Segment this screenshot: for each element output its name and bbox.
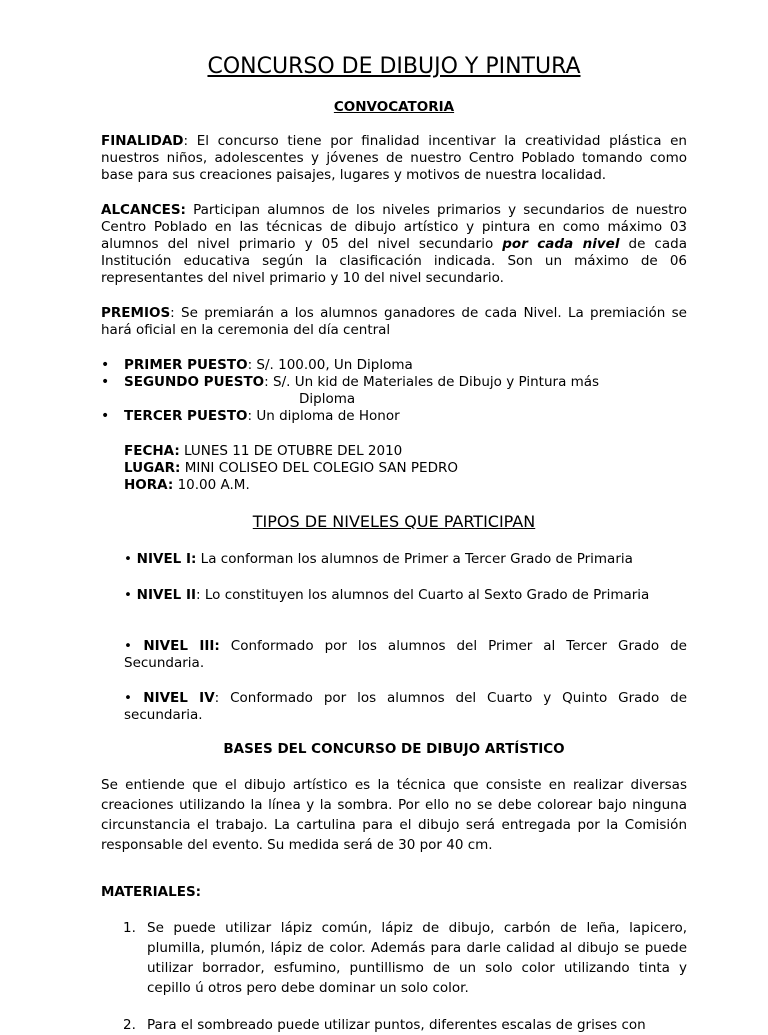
prize-text: : Un diploma de Honor	[247, 408, 400, 424]
prize-list	[101, 357, 687, 425]
bullet: •	[124, 690, 132, 706]
prize-label: PRIMER PUESTO	[124, 357, 248, 373]
alcances-text-2: de cada Institución educativa según la clasificación indicada. Son un máximo de 06 representantes del nivel primario y 10 del nivel secundario.	[101, 236, 687, 286]
prize-extra: Diploma	[299, 391, 356, 407]
bases-paragraph: Se entiende que el dibujo artístico es la técnica que consiste en realizar diversas creaciones utilizando la línea y la sombra. Por ello no se debe colorear bajo ninguna circunstancia el trabajo. La cartulina para el dibujo será entregada por la Comisión responsable del evento. Su medida será de 30 por 40 cm.	[101, 777, 687, 853]
alcances-emphasis: por cada nivel	[502, 236, 620, 252]
materiales-item	[101, 918, 687, 998]
materiales-item	[101, 1015, 687, 1035]
nivel-item	[124, 638, 687, 672]
nivel-text: La conforman los alumnos de Primer a Tercer Grado de Primaria	[196, 551, 633, 567]
nivel-label: NIVEL III:	[131, 638, 220, 654]
time-label: HORA:	[124, 477, 174, 493]
bases-heading: BASES DEL CONCURSO DE DIBUJO ARTÍSTICO	[223, 741, 565, 757]
item-number: 2.	[123, 1017, 136, 1033]
event-time	[124, 477, 458, 494]
nivel-item	[124, 551, 687, 568]
alcances-text-1: Participan alumnos de los niveles primarios y secundarios de nuestro Centro Poblado en las técnicas de dibujo artístico y pintura en como máximo 03 alumnos del nivel primario y 05 del nivel secundario	[101, 202, 687, 252]
prize-label: SEGUNDO PUESTO	[124, 374, 265, 390]
event-place	[124, 460, 458, 477]
niveles-heading: TIPOS DE NIVELES QUE PARTICIPAN	[252, 512, 536, 531]
nivel-label: NIVEL II	[131, 587, 197, 603]
nivel-label: NIVEL I:	[131, 551, 197, 567]
nivel-item	[124, 587, 687, 604]
nivel-text: Conformado por los alumnos del Primer al Tercer Grado de Secundaria.	[124, 638, 687, 671]
materiales-heading: MATERIALES:	[101, 884, 202, 900]
prize-item-first	[101, 357, 687, 374]
place-label: LUGAR:	[124, 460, 181, 476]
finalidad-paragraph	[101, 133, 687, 184]
prize-item-third	[101, 408, 687, 425]
alcances-paragraph	[101, 202, 687, 287]
item-text: Para el sombreado puede utilizar puntos, diferentes escalas de grises con	[147, 1017, 646, 1033]
alcances-label: ALCANCES:	[101, 202, 186, 218]
bullet: •	[124, 551, 132, 567]
item-number: 1.	[123, 920, 136, 936]
prize-item-second	[101, 374, 687, 408]
item-text: Se puede utilizar lápiz común, lápiz de dibujo, carbón de leña, lapicero, plumilla, plumón, lápiz de color. Además para darle calidad al dibujo se puede utilizar borrador, esfumino, puntillismo de un solo color utilizando tinta y cepillo ú otros pero debe dominar un solo color.	[147, 920, 687, 996]
prize-text: : S/. Un kid de Materiales de Dibujo y Pintura más	[264, 374, 600, 390]
date-label: FECHA:	[124, 443, 180, 459]
date-value: LUNES 11 DE OTUBRE DEL 2010	[179, 443, 403, 459]
finalidad-text: : El concurso tiene por finalidad incentivar la creatividad plástica en nuestros niños, adolescentes y jóvenes de nuestro Centro Poblado tomando como base para sus creaciones paisajes, lugares y motivos de nuestra localidad.	[101, 133, 687, 183]
premios-text: : Se premiarán a los alumnos ganadores de cada Nivel. La premiación se hará oficial en la ceremonia del día central	[101, 305, 687, 338]
bullet: •	[124, 587, 132, 603]
prize-label: TERCER PUESTO	[124, 408, 248, 424]
premios-label: PREMIOS	[101, 305, 171, 321]
premios-paragraph	[101, 305, 687, 339]
event-date	[124, 443, 458, 460]
nivel-item	[124, 690, 687, 724]
prize-text: : S/. 100.00, Un Diploma	[247, 357, 413, 373]
nivel-label: NIVEL IV	[131, 690, 215, 706]
document-subtitle: CONVOCATORIA	[333, 99, 455, 115]
nivel-text: : Lo constituyen los alumnos del Cuarto al Sexto Grado de Primaria	[196, 587, 650, 603]
place-value: MINI COLISEO DEL COLEGIO SAN PEDRO	[180, 460, 458, 476]
materiales-list	[101, 918, 687, 1035]
event-info	[124, 443, 458, 494]
document-title: CONCURSO DE DIBUJO Y PINTURA	[207, 54, 581, 79]
finalidad-label: FINALIDAD	[101, 133, 184, 149]
nivel-text: : Conformado por los alumnos del Cuarto y Quinto Grado de secundaria.	[124, 690, 687, 723]
bullet: •	[124, 638, 132, 654]
time-value: 10.00 A.M.	[173, 477, 250, 493]
